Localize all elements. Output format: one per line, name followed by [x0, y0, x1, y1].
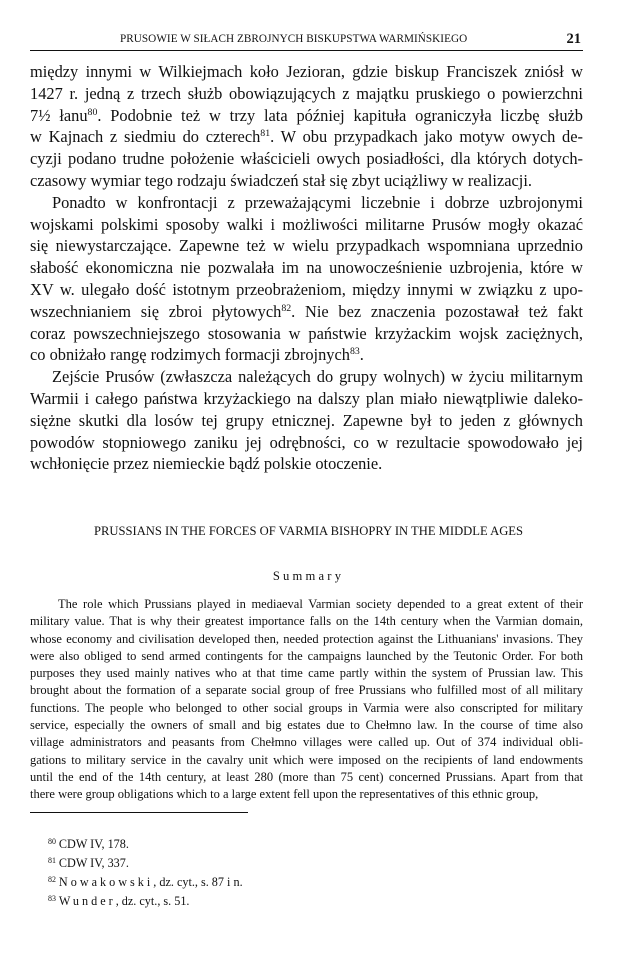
text-line: were also obliged to send armed contingents for the campaigns launched by the Teutonic Order. For both: [30, 648, 583, 663]
text-line: w Kajnach z siedmiu do czterech$^{81}$. W obu przypadkach jako motyw owych de-: [30, 127, 583, 147]
text-line: czasowy wymiar tego rodzaju świadczeń stał się zbyt uciążliwy w realizacji.: [30, 170, 532, 190]
footnote-text: CDW IV, 337.: [58, 856, 129, 870]
text-line: service, especially the owners of small and big estates due to Chełmno law. In the course of time also: [30, 718, 583, 733]
body-paragraph: [30, 366, 583, 475]
text-line: się niewystarczające. Zapewne też w wielu przypadkach wspomniana uprzednio: [30, 236, 583, 256]
text-line: co obniżało rangę rodzimych formacji zbrojnych$^{83}$.: [30, 345, 364, 365]
footnote: [48, 835, 243, 854]
page-number: 21: [566, 31, 581, 47]
summary-text: [30, 596, 583, 804]
text-line: Warmii i całego państwa krzyżackiego na dalszy plan miało niewątpliwie daleko-: [30, 388, 583, 408]
text-line: powodów stopniowego zaniku jej odrębności, co w rezultacie spowodowało jej: [30, 432, 583, 452]
footnote-text: CDW IV, 178.: [58, 837, 129, 851]
text-line: military value. That is why their greatest importance falls on the 14th century when the Varmian domain,: [30, 614, 583, 629]
footnote-text: , dz. cyt., s. 87 i n.: [153, 875, 243, 889]
main-text: [30, 61, 583, 475]
text-line: coraz powszechniejszego stosowania w państwie krzyżackim wojsk zaciężnych,: [30, 323, 583, 343]
footnote: [48, 873, 243, 892]
text-line: wchłonięcie przez niemieckie bądź polskie otoczenie.: [30, 454, 383, 474]
summary-heading: Summary: [272, 569, 345, 583]
footnote-divider: [30, 812, 248, 813]
text-line: słabość ekonomiczna nie pozwalała im na unowocześnienie uzbrojenia, które w: [30, 258, 583, 278]
summary-title: PRUSSIANS IN THE FORCES OF VARMIA BISHOPRY IN THE MIDDLE AGES: [94, 524, 523, 538]
footnotes: [48, 835, 243, 911]
text-line: Ponadto w konfrontacji z przeważającymi liczebnie i dobrze uzbrojonymi: [52, 192, 583, 212]
text-line: there were group obligations which to a large extent fell upon the representatives of this ethnic group,: [30, 787, 539, 802]
text-line: until the end of the 14th century, at least 280 (more than 75 cent) concerned Prussians. Apart from that: [30, 769, 583, 784]
text-line: Zejście Prusów (zwłaszcza należących do grupy wolnych) w życiu militarnym: [52, 367, 583, 387]
text-line: wszechnianiem się zbroi płytowych$^{82}$. Nie bez znaczenia pozostawał też fakt: [30, 301, 583, 321]
text-line: siężne skutki dla losów tej grupy etnicznej. Zapewne był to jeden z głównych: [30, 410, 583, 430]
text-line: gations to military service in the cavalry unit which were imposed on the recipients of land endowments: [30, 752, 583, 767]
text-line: brought about the formation of a separate social group of free Prussians who fulfilled most of all military: [30, 683, 583, 698]
text-line: 7½ łanu$^{80}$. Podobnie też w trzy lata później kapituła ograniczyła liczbę służb: [30, 105, 583, 125]
text-line: 1427 r. jedną z trzech służb obowiązujących z majątku pruskiego o powierzchni: [30, 83, 583, 103]
page-header: [30, 31, 583, 51]
footnote: [48, 854, 243, 873]
text-line: XV w. ulegało dość istotnym przeobrażeniom, między innymi w związku z upo-: [30, 279, 583, 299]
text-line: między innymi w Wilkiejmach koło Jezioran, gdzie biskup Franciszek zniósł w: [30, 62, 583, 81]
footnote-number: 82: [48, 874, 56, 884]
summary-paragraph: [30, 596, 583, 804]
footnote-ref[interactable]: 81: [260, 128, 271, 140]
text-line: whose economy and civilisation developed then, needed protection against the Lithuanians' invasions. They: [30, 631, 583, 646]
text-line: cyzji podano trudne położenie właścicieli owych posiadłości, dla których dotych-: [30, 149, 583, 169]
footnote-text: , dz. cyt., s. 51.: [115, 894, 190, 908]
footnote-author: Nowakowski: [58, 875, 154, 889]
footnote-ref[interactable]: 80: [87, 106, 98, 118]
footnote-number: 81: [48, 855, 56, 865]
body-paragraph: [30, 192, 583, 366]
footnote-number: 83: [48, 893, 56, 903]
footnote-author: Wunder: [58, 894, 116, 908]
footnote-number: 80: [48, 836, 56, 846]
text-line: village administrators and peasants from Chełmno villages were called up. Out of 374 individual obli-: [30, 735, 583, 750]
footnote-ref[interactable]: 82: [281, 302, 292, 314]
text-line: wojskami polskimi sposoby walki i możliwości militarne Prusów mogły okazać: [30, 214, 583, 234]
text-line: functions. The people who belonged to other social groups in Varmia were also conscripted for military: [30, 700, 583, 715]
footnote: [48, 892, 243, 911]
text-line: The role which Prussians played in mediaeval Varmian society depended to a great extent of their: [58, 597, 583, 611]
running-title: PRUSOWIE W SIŁACH ZBROJNYCH BISKUPSTWA WARMIŃSKIEGO: [120, 33, 468, 45]
body-paragraph: [30, 61, 583, 192]
footnote-ref[interactable]: 83: [349, 346, 360, 358]
text-line: purposes they used mainly natives who at that time came partly within the system of Prussian law. This: [30, 666, 583, 681]
